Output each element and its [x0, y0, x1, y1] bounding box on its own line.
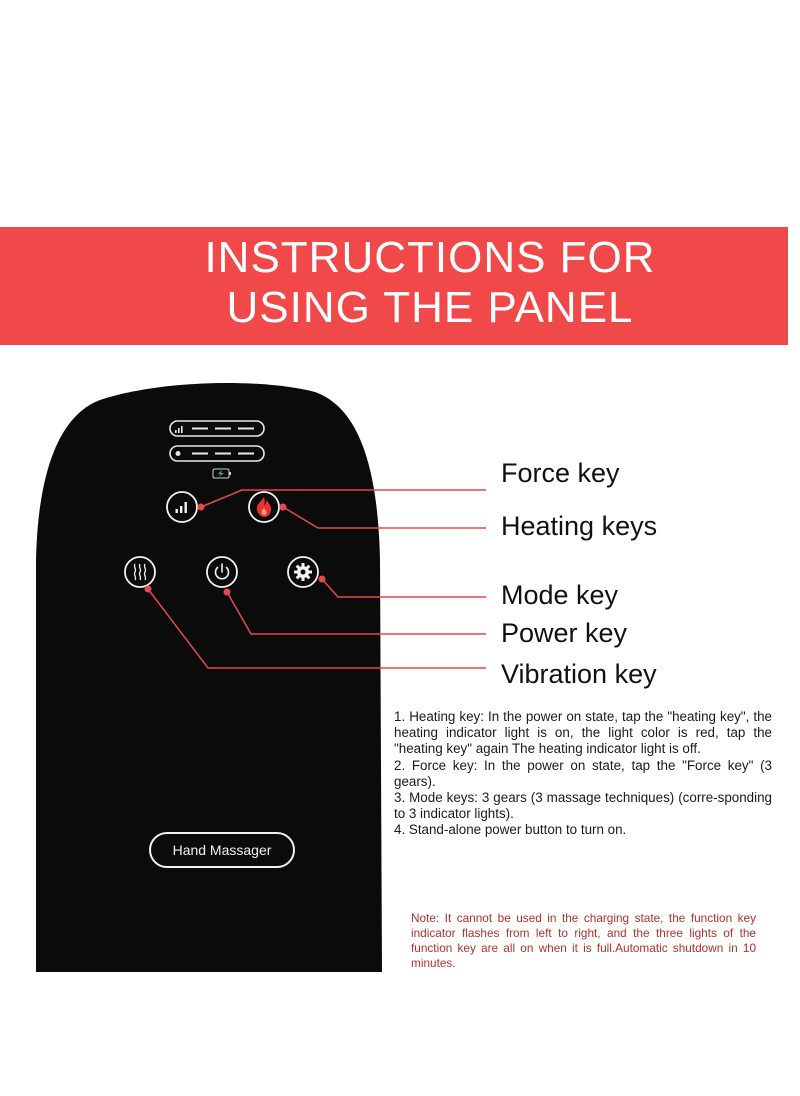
- dot-icon: [176, 451, 181, 456]
- force-button[interactable]: [167, 492, 197, 522]
- banner-title: [190, 233, 670, 333]
- force-callout-dot: [198, 504, 205, 511]
- instruction-item: 1. Heating key: In the power on state, tap the "heating key", the heating indicator light is on, the light color is red, tap the "heating key" again The heating indicator light is off.: [394, 709, 772, 757]
- mode-callout-dot: [319, 576, 326, 583]
- device-label-badge: Hand Massager: [149, 832, 295, 868]
- gear-icon: [294, 563, 312, 581]
- force-key-label: Force key: [501, 458, 620, 488]
- power-callout-dot: [224, 589, 231, 596]
- power-key-label: Power key: [501, 618, 628, 648]
- heating-button[interactable]: [249, 492, 279, 522]
- banner-title-line-1: INSTRUCTIONS FOR: [204, 233, 656, 282]
- power-button[interactable]: [207, 557, 237, 587]
- instruction-item: 4. Stand-alone power button to turn on.: [394, 822, 627, 838]
- mode-key-label: Mode key: [501, 580, 619, 610]
- instructions-list: [394, 709, 772, 839]
- instruction-item: 3. Mode keys: 3 gears (3 massage techniques) (corre-sponding to 3 indicator lights).: [394, 790, 772, 822]
- device-body: [36, 383, 382, 972]
- vibration-button[interactable]: [125, 557, 155, 587]
- vibration-key-label: Vibration key: [501, 659, 657, 689]
- banner-title-line-2: USING THE PANEL: [226, 283, 634, 332]
- vibration-callout-dot: [145, 586, 152, 593]
- title-banner: [0, 227, 788, 345]
- note-text: Note: It cannot be used in the charging state, the function key indicator flashes from left to right, and the three lights of the function key are all on when it is full.Automatic shutdown in 10 minutes.: [411, 911, 756, 970]
- heating-callout-dot: [280, 504, 287, 511]
- mode-button[interactable]: [288, 557, 318, 587]
- instruction-item: 2. Force key: In the power on state, tap the "Force key" (3 gears).: [394, 757, 772, 789]
- heating-keys-label: Heating keys: [501, 511, 658, 541]
